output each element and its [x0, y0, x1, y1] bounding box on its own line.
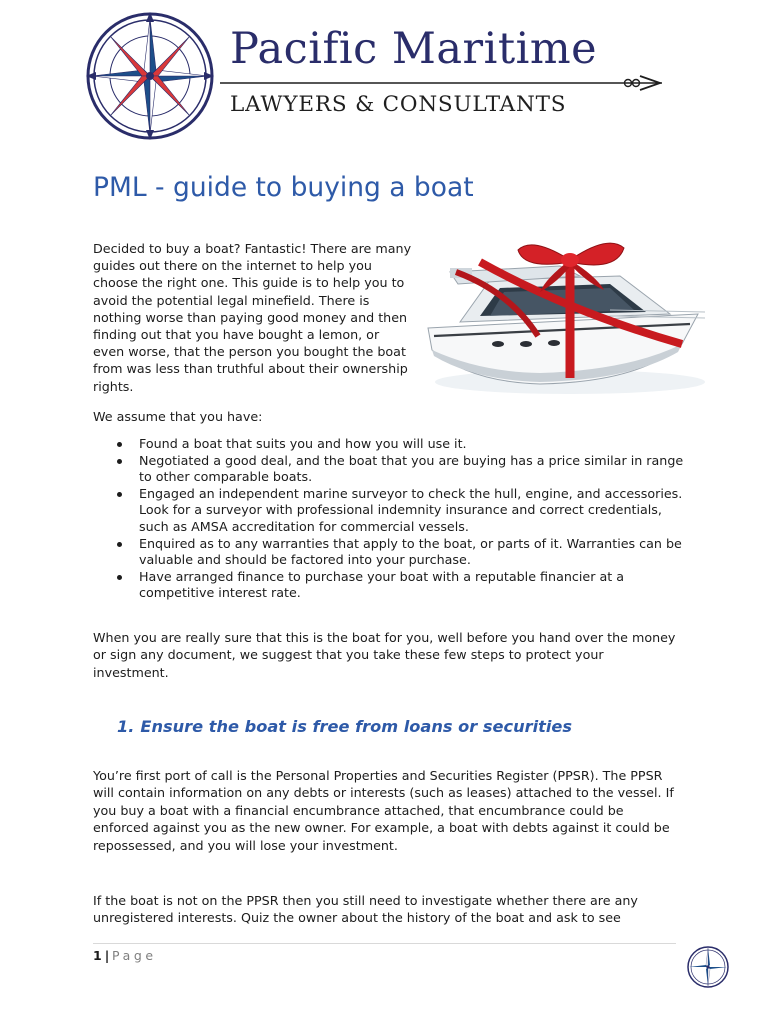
- company-logo: [82, 12, 682, 142]
- arrow-icon: [220, 74, 662, 92]
- page-number: [93, 948, 112, 963]
- company-tagline: LAWYERS & CONSULTANTS: [230, 92, 567, 117]
- compass-rose-icon: [685, 945, 731, 989]
- list-item: Found a boat that suits you and how you will use it.: [93, 436, 693, 453]
- intro-paragraph: Decided to buy a boat? Fantastic! There are many guides out there on the internet to help you choose the right one. This guide is to help you to avoid the potential legal minefield. There is nothing worse than paying good money and then finding out that you have bought a lemon, or even worse, that the person you bought the boat from was less than truthful about their ownership rights.: [93, 241, 412, 394]
- assumptions-lead: We assume that you have:: [93, 409, 263, 424]
- assumptions-list: [93, 436, 693, 602]
- company-name: Pacific Maritime: [230, 24, 598, 74]
- list-item: Have arranged finance to purchase your boat with a reputable financier at a competitive interest rate.: [93, 569, 693, 602]
- page-number-value: 1: [93, 948, 102, 963]
- section-title: Ensure the boat is free from loans or securities: [140, 717, 573, 736]
- section-heading: [117, 717, 572, 736]
- section-paragraph: You’re first port of call is the Personal Properties and Securities Register (PPSR). The PPSR will contain information on any debts or interests (such as leases) attached to the vessel. If you buy a boat with a financial encumbrance attached, that encumbrance could be enforced against you as the new owner. For example, a boat with debts against it could be repossessed, and you will lose your investment.: [93, 768, 674, 853]
- steps-intro-paragraph: When you are really sure that this is the boat for you, well before you hand over the money or sign any document, we suggest that you take these few steps to protect your investment.: [93, 630, 676, 680]
- page-label: Page: [112, 948, 157, 963]
- yacht-image: [420, 232, 710, 404]
- compass-rose-icon: [82, 12, 218, 140]
- section-paragraph: If the boat is not on the PPSR then you still need to investigate whether there are any unregistered interests. Quiz the owner about the history of the boat and ask to see: [93, 893, 638, 926]
- list-item: Enquired as to any warranties that apply to the boat, or parts of it. Warranties can be valuable and should be factored into your purchase.: [93, 536, 693, 569]
- document-title: PML - guide to buying a boat: [93, 172, 474, 203]
- list-item: Negotiated a good deal, and the boat that you are buying has a price similar in range to other comparable boats.: [93, 453, 693, 486]
- section-number: 1.: [117, 717, 135, 736]
- list-item: Engaged an independent marine surveyor to check the hull, engine, and accessories. Look for a surveyor with professional indemnity insurance and correct credentials, such as AMSA accreditation for commercial vessels.: [93, 486, 693, 536]
- page-separator: |: [104, 948, 110, 963]
- footer-divider: [93, 943, 676, 944]
